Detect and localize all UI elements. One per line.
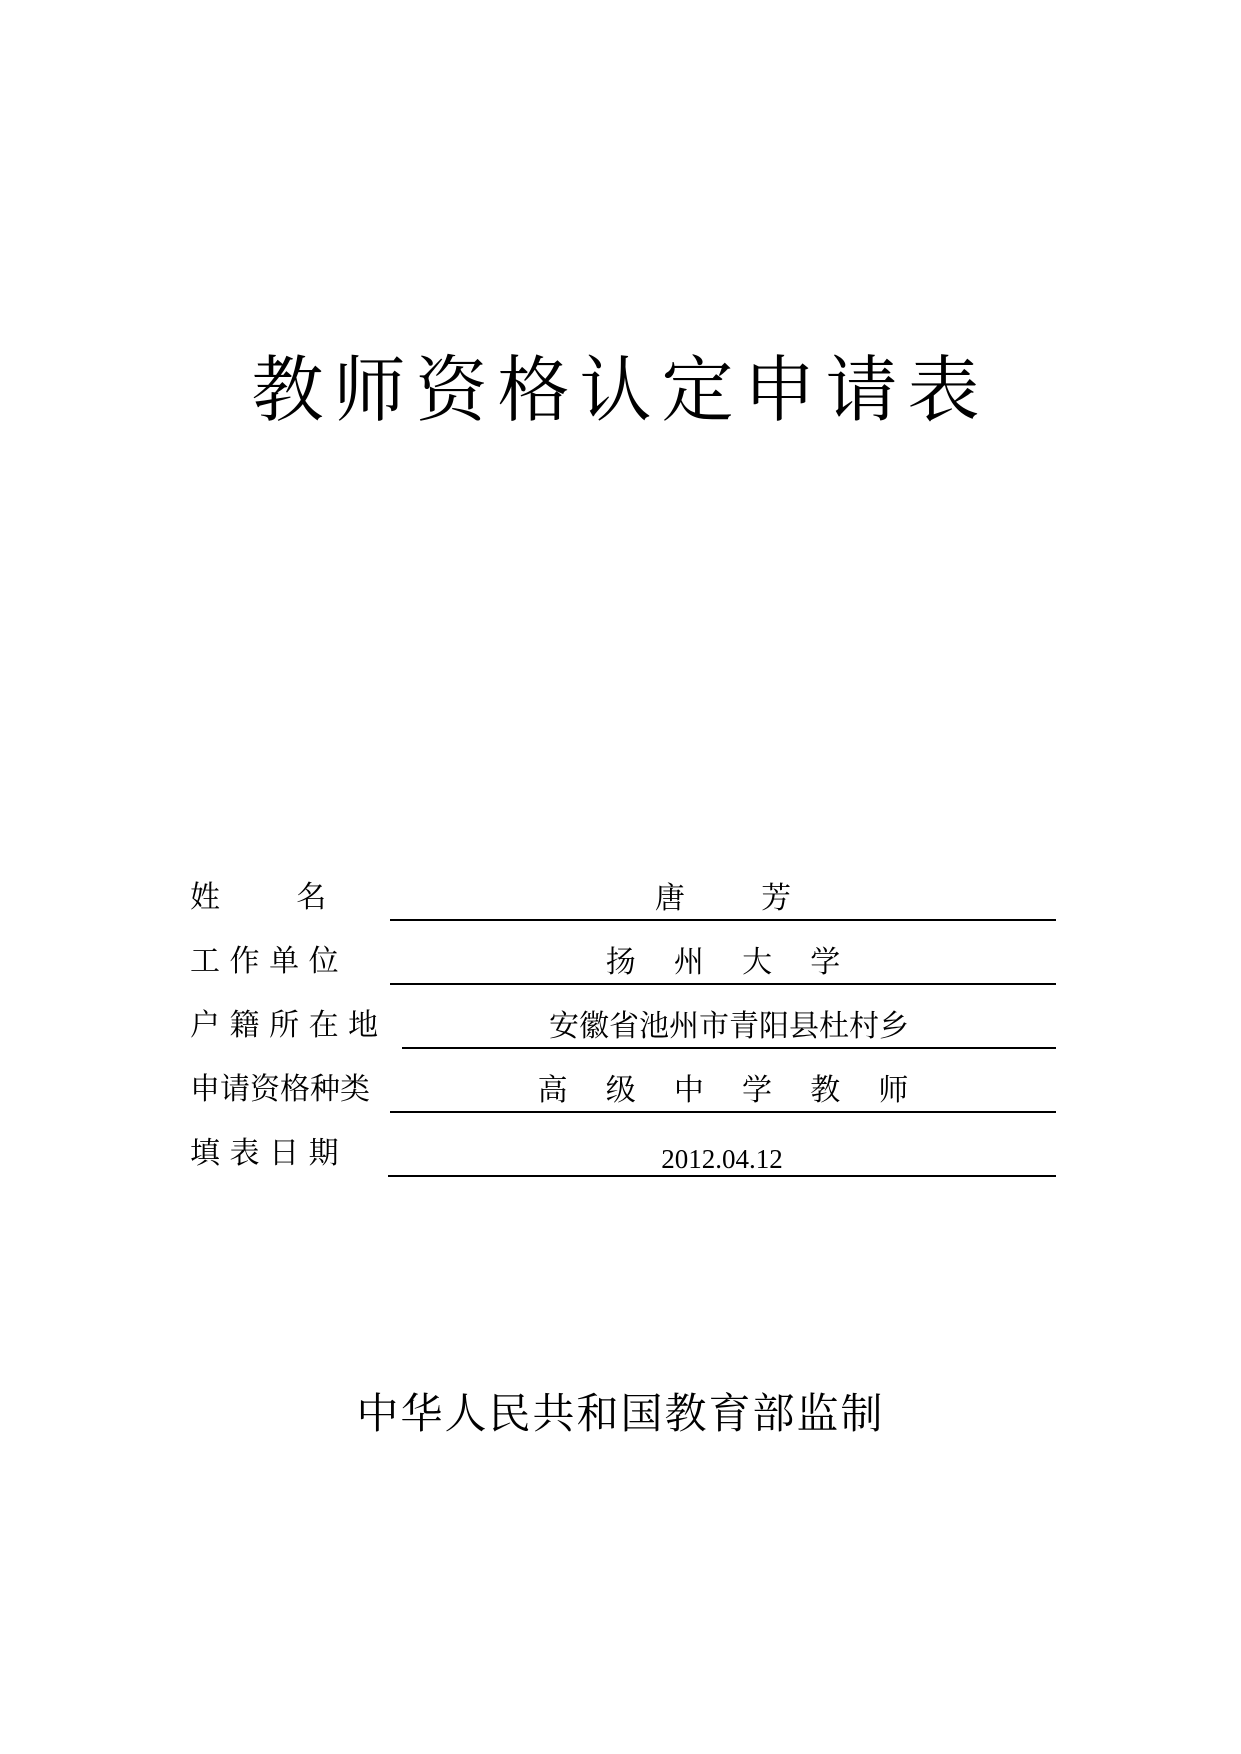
field-label-name: 姓 名 — [190, 880, 327, 915]
underline — [390, 1111, 1056, 1113]
field-row-name — [190, 872, 1056, 936]
underline — [390, 919, 1056, 921]
field-row-fill-date — [190, 1128, 1056, 1192]
field-row-qualification-type — [190, 1064, 1056, 1128]
field-value-work-unit: 扬 州 大 学 — [605, 945, 841, 980]
field-value-name: 唐 芳 — [654, 881, 792, 916]
issuer-footer: 中华人民共和国教育部监制 — [356, 1389, 885, 1438]
applicant-info-form — [190, 872, 1056, 1192]
field-label-household-registration: 户 籍 所 在 地 — [190, 1008, 379, 1043]
field-value-fill-date: 2012.04.12 — [661, 1144, 783, 1174]
page-title: 教师资格认定申请表 — [251, 348, 990, 432]
field-value-household-registration: 安徽省池州市青阳县杜村乡 — [549, 1009, 909, 1044]
field-row-household-registration — [190, 1000, 1056, 1064]
underline — [390, 983, 1056, 985]
field-row-work-unit — [190, 936, 1056, 1000]
field-label-fill-date: 填 表 日 期 — [190, 1136, 339, 1171]
underline — [402, 1047, 1056, 1049]
field-label-qualification-type: 申请资格种类 — [190, 1072, 370, 1107]
field-label-work-unit: 工 作 单 位 — [190, 944, 339, 979]
field-value-qualification-type: 高 级 中 学 教 师 — [537, 1073, 909, 1108]
